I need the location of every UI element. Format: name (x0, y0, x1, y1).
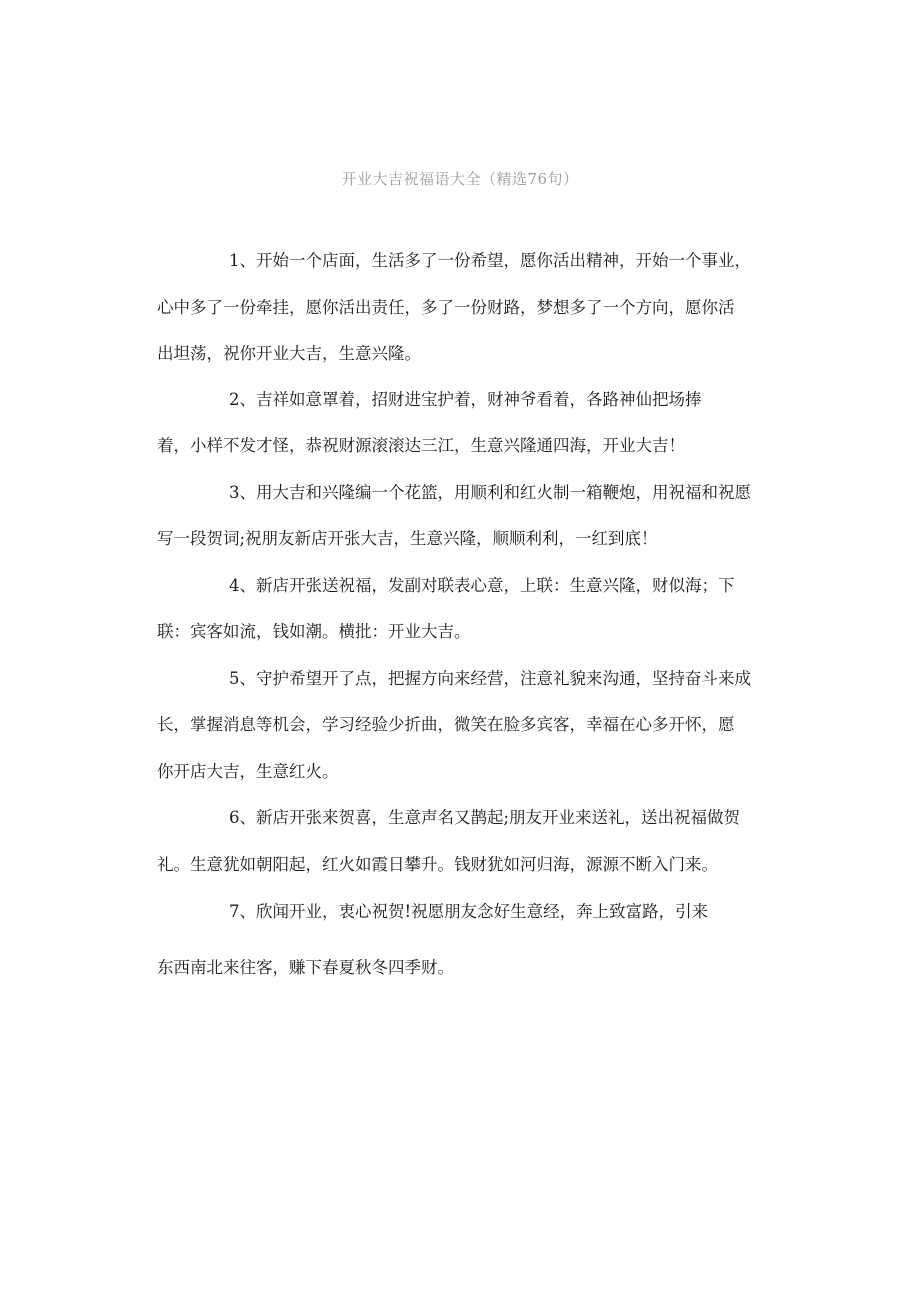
paragraph-5-line-2: 长，掌握消息等机会，学习经验少折曲，微笑在脸多宾客，幸福在心多开怀，愿 (157, 715, 735, 734)
paragraph-4-line-1: 4、新店开张送祝福，发副对联表心意，上联：生意兴隆，财似海；下 (229, 576, 735, 595)
paragraph-3-line-1: 3、用大吉和兴隆编一个花篮，用顺利和红火制一箱鞭炮，用祝福和祝愿 (229, 483, 751, 502)
paragraph-7-line-2: 东西南北来往客，赚下春夏秋冬四季财。 (157, 958, 454, 977)
paragraph-1-line-3: 出坦荡，祝你开业大吉，生意兴隆。 (157, 344, 421, 363)
paragraph-2-line-1: 2、吉祥如意罩着，招财进宝护着，财神爷看着，各路神仙把场捧 (229, 390, 702, 409)
paragraph-4-line-2: 联：宾客如流，钱如潮。横批：开业大吉。 (157, 622, 471, 641)
paragraph-1-line-1: 1、开始一个店面，生活多了一份希望，愿你活出精神，开始一个事业， (229, 251, 751, 270)
paragraph-6-line-2: 礼。生意犹如朝阳起，红火如霞日攀升。钱财犹如河归海，源源不断入门来。 (157, 855, 718, 874)
paragraph-6-line-1: 6、新店开张来贺喜，生意声名又鹊起;朋友开业来送礼，送出祝福做贺 (229, 808, 741, 827)
paragraph-1-line-2: 心中多了一份牵挂，愿你活出责任，多了一份财路，梦想多了一个方向，愿你活 (157, 298, 735, 317)
paragraph-2-line-2: 着，小样不发才怪，恭祝财源滚滚达三江，生意兴隆通四海，开业大吉！ (157, 436, 685, 455)
paragraph-5-line-3: 你开店大吉，生意红火。 (157, 762, 339, 781)
page-title: 开业大吉祝福语大全（精选76句） (341, 170, 579, 188)
paragraph-5-line-1: 5、守护希望开了点，把握方向来经营，注意礼貌来沟通，坚持奋斗来成 (229, 669, 751, 688)
paragraph-7-line-1: 7、欣闻开业，衷心祝贺!祝愿朋友念好生意经，奔上致富路，引来 (229, 902, 709, 921)
paragraph-3-line-2: 写一段贺词;祝朋友新店开张大吉，生意兴隆，顺顺利利，一红到底！ (157, 529, 658, 548)
